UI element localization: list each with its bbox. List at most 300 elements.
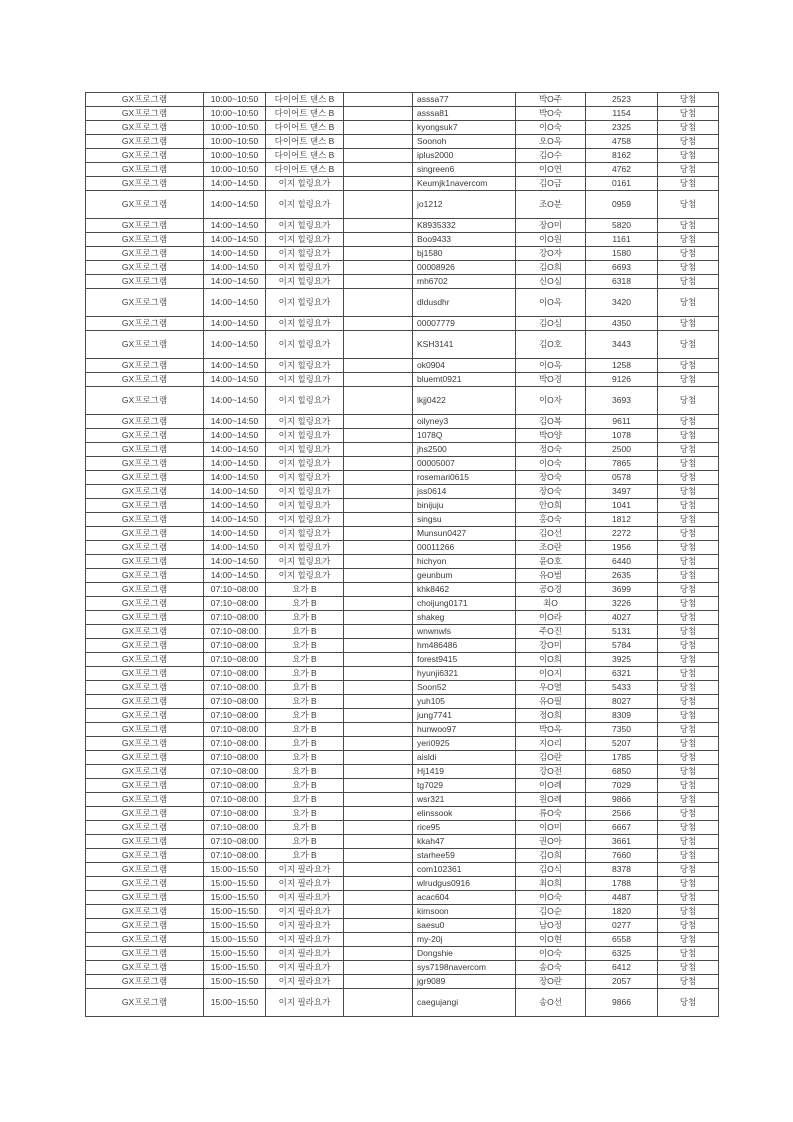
cell-empty-column	[344, 765, 413, 779]
cell-member-name: 윤O호	[516, 555, 586, 569]
cell-result-status: 당첨	[658, 387, 719, 415]
cell-result-status: 당첨	[658, 793, 719, 807]
cell-program: GX프로그램	[86, 261, 204, 275]
cell-class-name: 요가 B	[266, 723, 344, 737]
cell-entry-number: 8027	[586, 695, 658, 709]
cell-entry-number: 6412	[586, 961, 658, 975]
table-row	[86, 891, 719, 905]
cell-member-name: 박O옥	[516, 723, 586, 737]
cell-time-slot: 07:10~08:00	[204, 835, 266, 849]
cell-program: GX프로그램	[86, 247, 204, 261]
cell-entry-number: 9611	[586, 415, 658, 429]
cell-result-status: 당첨	[658, 863, 719, 877]
cell-entry-number: 3497	[586, 485, 658, 499]
cell-entry-number: 6850	[586, 765, 658, 779]
table-row	[86, 989, 719, 1017]
cell-program: GX프로그램	[86, 625, 204, 639]
cell-result-status: 당첨	[658, 709, 719, 723]
cell-result-status: 당첨	[658, 247, 719, 261]
cell-result-status: 당첨	[658, 891, 719, 905]
cell-result-status: 당첨	[658, 191, 719, 219]
cell-entry-number: 2635	[586, 569, 658, 583]
cell-member-name: 이O라	[516, 611, 586, 625]
cell-result-status: 당첨	[658, 541, 719, 555]
cell-member-name: 이O숙	[516, 891, 586, 905]
cell-empty-column	[344, 807, 413, 821]
table-row	[86, 457, 719, 471]
cell-member-id: starhee59	[413, 849, 516, 863]
cell-empty-column	[344, 849, 413, 863]
cell-class-name: 이지 힐링요가	[266, 247, 344, 261]
cell-class-name: 이지 힐링요가	[266, 191, 344, 219]
cell-member-id: forest9415	[413, 653, 516, 667]
cell-member-name: 홍O숙	[516, 513, 586, 527]
table-row	[86, 807, 719, 821]
cell-program: GX프로그램	[86, 709, 204, 723]
cell-class-name: 이지 필라요가	[266, 877, 344, 891]
cell-result-status: 당첨	[658, 471, 719, 485]
cell-result-status: 당첨	[658, 639, 719, 653]
cell-time-slot: 15:00~15:50	[204, 961, 266, 975]
cell-member-id: binijuju	[413, 499, 516, 513]
cell-member-name: 원O례	[516, 793, 586, 807]
cell-empty-column	[344, 541, 413, 555]
table-row	[86, 793, 719, 807]
cell-empty-column	[344, 443, 413, 457]
cell-entry-number: 0161	[586, 177, 658, 191]
cell-program: GX프로그램	[86, 107, 204, 121]
cell-class-name: 요가 B	[266, 779, 344, 793]
cell-program: GX프로그램	[86, 219, 204, 233]
cell-empty-column	[344, 513, 413, 527]
cell-class-name: 이지 필라요가	[266, 989, 344, 1017]
cell-time-slot: 14:00~14:50	[204, 485, 266, 499]
cell-program: GX프로그램	[86, 681, 204, 695]
cell-member-name: 김O복	[516, 415, 586, 429]
cell-member-id: choijung0171	[413, 597, 516, 611]
cell-member-id: jung7741	[413, 709, 516, 723]
cell-program: GX프로그램	[86, 723, 204, 737]
cell-result-status: 당첨	[658, 93, 719, 107]
cell-program: GX프로그램	[86, 863, 204, 877]
cell-class-name: 요가 B	[266, 583, 344, 597]
cell-class-name: 이지 힐링요가	[266, 331, 344, 359]
cell-time-slot: 07:10~08:00	[204, 625, 266, 639]
cell-member-name: 김O희	[516, 261, 586, 275]
table-row	[86, 583, 719, 597]
cell-entry-number: 5433	[586, 681, 658, 695]
cell-empty-column	[344, 121, 413, 135]
cell-member-id: geunbum	[413, 569, 516, 583]
table-row	[86, 863, 719, 877]
results-table	[85, 92, 719, 1017]
cell-result-status: 당첨	[658, 667, 719, 681]
cell-empty-column	[344, 317, 413, 331]
cell-result-status: 당첨	[658, 485, 719, 499]
cell-program: GX프로그램	[86, 275, 204, 289]
cell-empty-column	[344, 723, 413, 737]
cell-time-slot: 07:10~08:00	[204, 597, 266, 611]
cell-empty-column	[344, 835, 413, 849]
cell-time-slot: 10:00~10:50	[204, 121, 266, 135]
cell-member-id: singsu	[413, 513, 516, 527]
cell-class-name: 요가 B	[266, 695, 344, 709]
cell-member-id: 00005007	[413, 457, 516, 471]
cell-time-slot: 14:00~14:50	[204, 513, 266, 527]
cell-class-name: 이지 힐링요가	[266, 555, 344, 569]
cell-class-name: 이지 힐링요가	[266, 317, 344, 331]
cell-member-id: iplus2000	[413, 149, 516, 163]
cell-result-status: 당첨	[658, 429, 719, 443]
cell-class-name: 이지 힐링요가	[266, 429, 344, 443]
cell-class-name: 이지 힐링요가	[266, 177, 344, 191]
cell-entry-number: 7660	[586, 849, 658, 863]
cell-entry-number: 0578	[586, 471, 658, 485]
cell-time-slot: 14:00~14:50	[204, 359, 266, 373]
cell-result-status: 당첨	[658, 583, 719, 597]
cell-program: GX프로그램	[86, 541, 204, 555]
cell-class-name: 이지 힐링요가	[266, 387, 344, 415]
cell-member-name: 강O자	[516, 247, 586, 261]
cell-result-status: 당첨	[658, 275, 719, 289]
cell-time-slot: 14:00~14:50	[204, 289, 266, 317]
cell-class-name: 이지 필라요가	[266, 933, 344, 947]
table-row	[86, 765, 719, 779]
cell-entry-number: 5131	[586, 625, 658, 639]
cell-member-name: 강O전	[516, 765, 586, 779]
table-row	[86, 779, 719, 793]
cell-result-status: 당첨	[658, 765, 719, 779]
table-row	[86, 597, 719, 611]
cell-time-slot: 14:00~14:50	[204, 443, 266, 457]
cell-program: GX프로그램	[86, 821, 204, 835]
cell-member-name: 이O자	[516, 387, 586, 415]
cell-program: GX프로그램	[86, 877, 204, 891]
results-table-body	[86, 93, 719, 1017]
cell-time-slot: 15:00~15:50	[204, 975, 266, 989]
cell-empty-column	[344, 877, 413, 891]
cell-member-id: aisldi	[413, 751, 516, 765]
cell-result-status: 당첨	[658, 653, 719, 667]
table-row	[86, 275, 719, 289]
cell-entry-number: 3443	[586, 331, 658, 359]
cell-member-id: asssa81	[413, 107, 516, 121]
cell-entry-number: 6318	[586, 275, 658, 289]
cell-class-name: 이지 힐링요가	[266, 275, 344, 289]
cell-member-name: 이O미	[516, 821, 586, 835]
cell-member-name: 주O진	[516, 625, 586, 639]
cell-result-status: 당첨	[658, 695, 719, 709]
cell-result-status: 당첨	[658, 961, 719, 975]
cell-program: GX프로그램	[86, 975, 204, 989]
cell-program: GX프로그램	[86, 317, 204, 331]
cell-class-name: 이지 힐링요가	[266, 541, 344, 555]
cell-result-status: 당첨	[658, 177, 719, 191]
cell-time-slot: 14:00~14:50	[204, 415, 266, 429]
cell-time-slot: 14:00~14:50	[204, 569, 266, 583]
table-row	[86, 485, 719, 499]
cell-entry-number: 3693	[586, 387, 658, 415]
table-row	[86, 499, 719, 513]
cell-result-status: 당첨	[658, 135, 719, 149]
cell-time-slot: 07:10~08:00	[204, 695, 266, 709]
cell-member-name: 김O순	[516, 905, 586, 919]
table-row	[86, 261, 719, 275]
cell-member-id: bluemt0921	[413, 373, 516, 387]
cell-member-id: rosemari0615	[413, 471, 516, 485]
cell-program: GX프로그램	[86, 849, 204, 863]
cell-class-name: 이지 힐링요가	[266, 261, 344, 275]
cell-member-id: caegujangi	[413, 989, 516, 1017]
cell-class-name: 이지 힐링요가	[266, 527, 344, 541]
cell-empty-column	[344, 625, 413, 639]
cell-entry-number: 1812	[586, 513, 658, 527]
cell-member-name: 송O선	[516, 989, 586, 1017]
table-row	[86, 93, 719, 107]
cell-entry-number: 2500	[586, 443, 658, 457]
table-row	[86, 751, 719, 765]
cell-entry-number: 8309	[586, 709, 658, 723]
cell-entry-number: 1258	[586, 359, 658, 373]
cell-member-id: KSH3141	[413, 331, 516, 359]
cell-class-name: 요가 B	[266, 653, 344, 667]
cell-program: GX프로그램	[86, 149, 204, 163]
cell-empty-column	[344, 583, 413, 597]
cell-time-slot: 15:00~15:50	[204, 919, 266, 933]
cell-empty-column	[344, 373, 413, 387]
cell-entry-number: 1956	[586, 541, 658, 555]
cell-member-id: jo1212	[413, 191, 516, 219]
cell-time-slot: 07:10~08:00	[204, 639, 266, 653]
cell-member-id: ok0904	[413, 359, 516, 373]
cell-empty-column	[344, 527, 413, 541]
cell-member-name: 이O원	[516, 233, 586, 247]
cell-program: GX프로그램	[86, 779, 204, 793]
cell-member-id: kimsoon	[413, 905, 516, 919]
table-row	[86, 667, 719, 681]
table-row	[86, 219, 719, 233]
cell-program: GX프로그램	[86, 485, 204, 499]
cell-program: GX프로그램	[86, 429, 204, 443]
cell-result-status: 당첨	[658, 625, 719, 639]
cell-program: GX프로그램	[86, 93, 204, 107]
cell-result-status: 당첨	[658, 807, 719, 821]
cell-member-name: 공O경	[516, 583, 586, 597]
cell-member-name: 김O란	[516, 751, 586, 765]
cell-program: GX프로그램	[86, 331, 204, 359]
cell-result-status: 당첨	[658, 905, 719, 919]
cell-time-slot: 07:10~08:00	[204, 681, 266, 695]
cell-entry-number: 8378	[586, 863, 658, 877]
cell-empty-column	[344, 639, 413, 653]
cell-empty-column	[344, 709, 413, 723]
cell-class-name: 이지 필라요가	[266, 961, 344, 975]
cell-entry-number: 8162	[586, 149, 658, 163]
cell-empty-column	[344, 989, 413, 1017]
cell-member-id: yuh105	[413, 695, 516, 709]
cell-class-name: 다이어트 댄스 B	[266, 163, 344, 177]
cell-program: GX프로그램	[86, 807, 204, 821]
cell-member-name: 유O필	[516, 695, 586, 709]
cell-entry-number: 1788	[586, 877, 658, 891]
cell-result-status: 당첨	[658, 107, 719, 121]
cell-empty-column	[344, 233, 413, 247]
cell-time-slot: 07:10~08:00	[204, 611, 266, 625]
cell-program: GX프로그램	[86, 569, 204, 583]
table-row	[86, 849, 719, 863]
cell-member-id: mh6702	[413, 275, 516, 289]
cell-entry-number: 9866	[586, 793, 658, 807]
cell-result-status: 당첨	[658, 233, 719, 247]
table-row	[86, 191, 719, 219]
table-row	[86, 905, 719, 919]
cell-class-name: 요가 B	[266, 709, 344, 723]
cell-member-id: singreen6	[413, 163, 516, 177]
cell-empty-column	[344, 555, 413, 569]
cell-time-slot: 14:00~14:50	[204, 275, 266, 289]
cell-program: GX프로그램	[86, 891, 204, 905]
cell-empty-column	[344, 653, 413, 667]
cell-entry-number: 7350	[586, 723, 658, 737]
table-row	[86, 639, 719, 653]
cell-time-slot: 10:00~10:50	[204, 107, 266, 121]
cell-result-status: 당첨	[658, 611, 719, 625]
table-row	[86, 877, 719, 891]
cell-result-status: 당첨	[658, 317, 719, 331]
cell-program: GX프로그램	[86, 933, 204, 947]
cell-time-slot: 14:00~14:50	[204, 541, 266, 555]
cell-member-id: khk8462	[413, 583, 516, 597]
cell-empty-column	[344, 695, 413, 709]
cell-time-slot: 14:00~14:50	[204, 219, 266, 233]
cell-empty-column	[344, 289, 413, 317]
cell-empty-column	[344, 737, 413, 751]
cell-entry-number: 1785	[586, 751, 658, 765]
cell-time-slot: 15:00~15:50	[204, 905, 266, 919]
cell-entry-number: 3925	[586, 653, 658, 667]
cell-time-slot: 07:10~08:00	[204, 667, 266, 681]
cell-empty-column	[344, 947, 413, 961]
cell-member-id: Keumjk1navercom	[413, 177, 516, 191]
cell-empty-column	[344, 247, 413, 261]
cell-class-name: 다이어트 댄스 B	[266, 135, 344, 149]
table-row	[86, 387, 719, 415]
cell-result-status: 당첨	[658, 415, 719, 429]
cell-result-status: 당첨	[658, 261, 719, 275]
cell-empty-column	[344, 793, 413, 807]
cell-time-slot: 07:10~08:00	[204, 849, 266, 863]
cell-member-id: Soon52	[413, 681, 516, 695]
table-row	[86, 233, 719, 247]
cell-time-slot: 14:00~14:50	[204, 177, 266, 191]
table-row	[86, 625, 719, 639]
cell-class-name: 이지 힐링요가	[266, 499, 344, 513]
cell-member-id: hyunji6321	[413, 667, 516, 681]
cell-program: GX프로그램	[86, 289, 204, 317]
table-row	[86, 247, 719, 261]
cell-class-name: 요가 B	[266, 793, 344, 807]
table-row	[86, 695, 719, 709]
cell-time-slot: 14:00~14:50	[204, 317, 266, 331]
table-row	[86, 289, 719, 317]
cell-time-slot: 15:00~15:50	[204, 947, 266, 961]
cell-empty-column	[344, 863, 413, 877]
cell-member-id: 00008926	[413, 261, 516, 275]
cell-entry-number: 9126	[586, 373, 658, 387]
cell-member-name: 이O옥	[516, 289, 586, 317]
cell-member-name: 이O숙	[516, 457, 586, 471]
cell-member-name: 장O미	[516, 219, 586, 233]
cell-empty-column	[344, 275, 413, 289]
cell-class-name: 요가 B	[266, 765, 344, 779]
cell-member-name: 최O	[516, 597, 586, 611]
cell-member-name: 최O희	[516, 877, 586, 891]
cell-class-name: 이지 필라요가	[266, 919, 344, 933]
cell-time-slot: 15:00~15:50	[204, 863, 266, 877]
cell-entry-number: 4758	[586, 135, 658, 149]
cell-member-name: 이O례	[516, 779, 586, 793]
cell-empty-column	[344, 779, 413, 793]
cell-member-id: Boo9433	[413, 233, 516, 247]
table-row	[86, 933, 719, 947]
table-row	[86, 555, 719, 569]
cell-member-name: 강O미	[516, 639, 586, 653]
cell-time-slot: 07:10~08:00	[204, 709, 266, 723]
cell-time-slot: 07:10~08:00	[204, 793, 266, 807]
cell-program: GX프로그램	[86, 695, 204, 709]
cell-program: GX프로그램	[86, 555, 204, 569]
cell-member-id: sys7198navercom	[413, 961, 516, 975]
cell-result-status: 당첨	[658, 737, 719, 751]
cell-member-id: Munsun0427	[413, 527, 516, 541]
cell-member-id: shakeg	[413, 611, 516, 625]
table-row	[86, 135, 719, 149]
cell-member-id: rice95	[413, 821, 516, 835]
cell-member-id: tg7029	[413, 779, 516, 793]
cell-program: GX프로그램	[86, 947, 204, 961]
table-row	[86, 709, 719, 723]
cell-entry-number: 6325	[586, 947, 658, 961]
cell-result-status: 당첨	[658, 849, 719, 863]
cell-member-name: 류O숙	[516, 807, 586, 821]
cell-empty-column	[344, 331, 413, 359]
cell-program: GX프로그램	[86, 793, 204, 807]
cell-class-name: 이지 필라요가	[266, 975, 344, 989]
cell-empty-column	[344, 597, 413, 611]
table-row	[86, 723, 719, 737]
cell-entry-number: 6693	[586, 261, 658, 275]
cell-member-id: 00011266	[413, 541, 516, 555]
cell-member-id: saesu0	[413, 919, 516, 933]
cell-member-name: 장O란	[516, 975, 586, 989]
cell-class-name: 이지 힐링요가	[266, 443, 344, 457]
cell-program: GX프로그램	[86, 667, 204, 681]
cell-empty-column	[344, 387, 413, 415]
table-row	[86, 163, 719, 177]
cell-time-slot: 10:00~10:50	[204, 163, 266, 177]
cell-empty-column	[344, 429, 413, 443]
cell-result-status: 당첨	[658, 877, 719, 891]
cell-member-id: yeri0925	[413, 737, 516, 751]
cell-member-name: 정O희	[516, 709, 586, 723]
cell-result-status: 당첨	[658, 499, 719, 513]
cell-empty-column	[344, 261, 413, 275]
cell-member-name: 김O수	[516, 149, 586, 163]
cell-time-slot: 07:10~08:00	[204, 779, 266, 793]
table-row	[86, 107, 719, 121]
cell-empty-column	[344, 135, 413, 149]
cell-class-name: 요가 B	[266, 611, 344, 625]
